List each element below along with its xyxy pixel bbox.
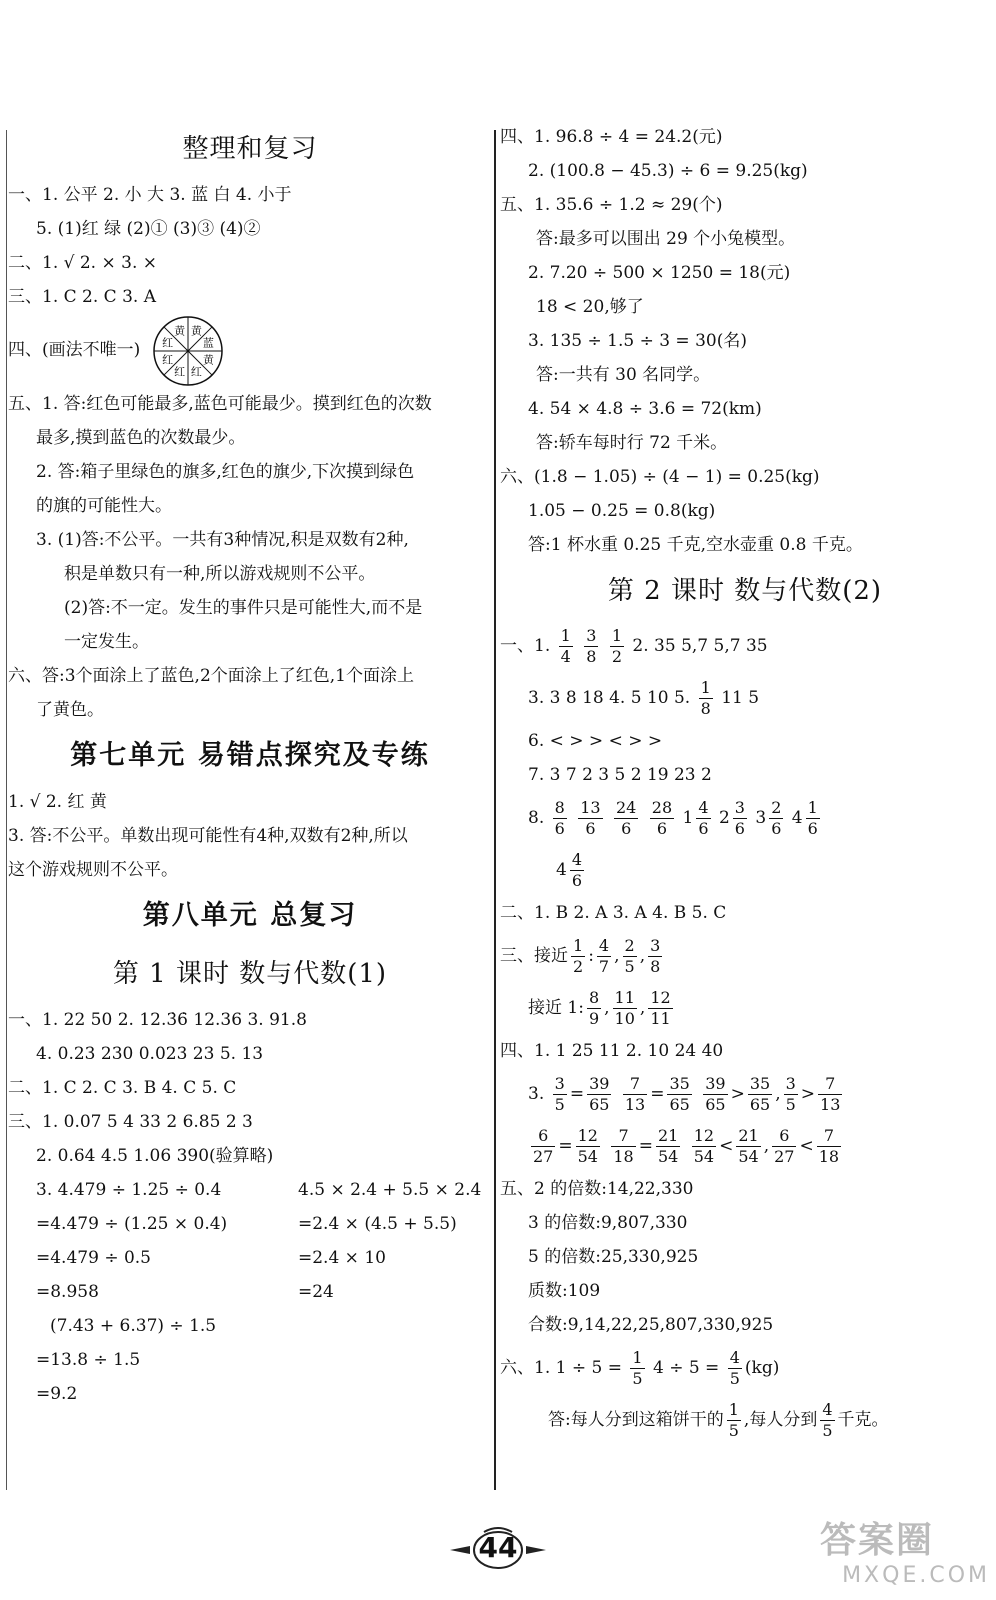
denominator: 65: [749, 1095, 771, 1114]
answer-text: 4 ÷ 5 =: [652, 1358, 720, 1378]
answer-line: 最多,摸到蓝色的次数最少。: [36, 427, 246, 448]
fraction: [728, 1348, 742, 1389]
denominator: 5: [554, 1095, 565, 1114]
answer-line: 五、2 的倍数:14,22,330: [500, 1179, 694, 1199]
section-heading-lesson2: 第 2 课时 数与代数(2): [607, 576, 883, 606]
answer-line: 五、1. 答:红色可能最多,蓝色可能最少。摸到红色的次数: [8, 393, 432, 414]
denominator: 5: [785, 1095, 796, 1114]
numerator: 1: [807, 798, 818, 817]
mixed-whole: 4: [791, 808, 803, 828]
numerator: 39: [705, 1074, 726, 1093]
calc-line: =4.479 ÷ (1.25 × 0.4): [36, 1213, 228, 1234]
numerator: 4: [822, 1400, 833, 1419]
answer-line: 答:最多可以围出 29 个小兔模型。: [536, 229, 796, 249]
wheel-sector-label: 红: [161, 352, 173, 366]
calc-line: =4.479 ÷ 0.5: [36, 1247, 151, 1268]
fraction: [531, 1126, 555, 1167]
denominator: 65: [705, 1095, 726, 1114]
denominator: 54: [693, 1147, 715, 1166]
answer-line: 1.05 − 0.25 = 0.8(kg): [528, 501, 716, 521]
fraction: [650, 798, 674, 839]
denominator: 5: [729, 1369, 740, 1388]
answer-line: 一、1. 公平 2. 小 大 3. 蓝 白 4. 小于: [8, 185, 292, 205]
denominator: 18: [613, 1147, 634, 1166]
denominator: 5: [822, 1421, 833, 1440]
answer-line: 3 的倍数:9,807,330: [528, 1213, 688, 1233]
fraction: [584, 626, 598, 667]
wheel-sector-label: 黄: [202, 352, 214, 366]
answer-line-wheel: [8, 314, 492, 387]
answer-line: 六、(1.8 − 1.05) ÷ (4 − 1) = 0.25(kg): [500, 467, 820, 487]
fraction: [817, 1126, 841, 1167]
denominator: 13: [820, 1095, 841, 1114]
answer-text: 三、接近: [500, 946, 568, 966]
denominator: 7: [598, 957, 610, 976]
numerator: 13: [580, 798, 601, 817]
fraction: [696, 798, 710, 839]
fraction: [692, 1126, 716, 1167]
calc-line: (7.43 + 6.37) ÷ 1.5: [50, 1315, 217, 1336]
answer-text: 接近 1:: [528, 998, 584, 1018]
right-column: [500, 120, 990, 1446]
numerator: 35: [669, 1074, 690, 1093]
numerator: 12: [650, 988, 671, 1007]
answer-line: 5. (1)红 绿 (2)① (3)③ (4)②: [36, 219, 261, 239]
answer-line: 答:轿车每时行 72 千米。: [536, 433, 728, 453]
answer-line: 2. (100.8 − 45.3) ÷ 6 = 9.25(kg): [528, 161, 808, 181]
answer-line: 3. (1)答:不公平。一共有3种情况,积是双数有2种,: [36, 529, 409, 550]
fraction: [667, 1074, 691, 1115]
denominator: 5: [728, 1421, 739, 1440]
answer-line: 2. 0.64 4.5 1.06 390(验算略): [36, 1145, 274, 1166]
numerator: 3: [734, 798, 745, 817]
denominator: 9: [588, 1009, 600, 1028]
calc-line: 4.5 × 2.4 + 5.5 × 2.4: [298, 1179, 482, 1200]
answer-line: 这个游戏规则不公平。: [8, 859, 178, 880]
left-column: [8, 120, 492, 1411]
denominator: 54: [577, 1147, 598, 1166]
numerator: 6: [772, 1126, 796, 1147]
answer-line: 了黄色。: [36, 699, 104, 720]
answer-text: 8.: [528, 808, 545, 828]
denominator: 4: [560, 647, 571, 666]
calc-line: =24: [298, 1281, 334, 1302]
denominator: 6: [585, 819, 596, 838]
calc-line: =8.958: [36, 1281, 99, 1302]
answer-text: 一、1.: [500, 636, 551, 656]
fraction: [703, 1074, 727, 1115]
answer-line: 一定发生。: [64, 631, 149, 652]
fraction: [699, 678, 713, 719]
mixed-whole: 3: [755, 808, 767, 828]
denominator: 54: [657, 1147, 679, 1166]
numerator: 3: [650, 936, 661, 955]
answer-line: 3. 135 ÷ 1.5 ÷ 3 = 30(名): [528, 331, 747, 351]
fraction: [553, 798, 567, 839]
fraction: [727, 1400, 741, 1441]
answer-line: 18 < 20,够了: [536, 297, 644, 317]
numerator: 24: [616, 798, 637, 817]
color-wheel-diagram: [152, 315, 224, 387]
numerator: 1: [700, 678, 711, 697]
numerator: 21: [738, 1126, 759, 1145]
denominator: 6: [698, 819, 709, 838]
answer-line-fractions: 接近 1: $\frac{8}{9}$ , $\frac{11}{10}$ , $\frac{12}{11}$: [528, 988, 671, 1028]
fraction: [772, 1126, 796, 1167]
denominator: 54: [738, 1147, 759, 1166]
wheel-sector-label: 红: [190, 364, 202, 378]
answer-line: 二、1. B 2. A 3. A 4. B 5. C: [500, 903, 727, 923]
watermark-url: MXQE.COM: [842, 1563, 990, 1588]
answer-line-fractions: 三、接近 $\frac{1}{2}$ : $\frac{4}{7}$ , $\frac{2}{5}$ , $\frac{3}{8}$: [500, 936, 661, 976]
numerator: 3: [586, 626, 597, 645]
answer-line: 积是单数只有一种,所以游戏规则不公平。: [64, 563, 376, 584]
numerator: 4: [729, 1348, 740, 1367]
wheel-sector-label: 黄: [173, 324, 185, 338]
answer-line: 6. < > > < > >: [528, 731, 663, 751]
calc-line: =13.8 ÷ 1.5: [36, 1349, 141, 1370]
numerator: 28: [651, 798, 673, 817]
answer-line: 六、答:3个面涂上了蓝色,2个面涂上了红色,1个面涂上: [8, 665, 414, 686]
answer-text: 3.: [528, 1084, 545, 1104]
numerator: 11: [614, 988, 635, 1007]
answer-line: 答:一共有 30 名同学。: [536, 365, 711, 385]
answer-text: 3. 3 8 18 4. 5 10 5.: [528, 688, 691, 708]
answer-line: 二、1. √ 2. × 3. ×: [8, 253, 157, 273]
fraction: [784, 1074, 798, 1115]
denominator: 2: [573, 957, 584, 976]
fraction: [648, 936, 662, 977]
numerator: 1: [573, 936, 584, 955]
page-number: 44: [478, 1531, 518, 1564]
fraction: [806, 798, 820, 839]
page-number-badge: [448, 1524, 548, 1572]
answer-line-fractions: [500, 1394, 990, 1446]
wheel-sector-label: 红: [161, 336, 173, 350]
watermark-title: 答案圈: [820, 1520, 935, 1561]
answer-text: 四、(画法不唯一): [8, 340, 141, 360]
denominator: 5: [624, 957, 635, 976]
calculation-block: [8, 1173, 492, 1411]
answer-line: 的旗的可能性大。: [36, 495, 172, 516]
denominator: 6: [771, 819, 782, 838]
numerator: 3: [785, 1074, 796, 1093]
answer-line: 1. √ 2. 红 黄: [8, 791, 107, 812]
fraction: [736, 1126, 760, 1167]
answer-text: 六、1. 1 ÷ 5 =: [500, 1358, 622, 1378]
denominator: 6: [554, 819, 565, 838]
numerator: 7: [818, 1074, 842, 1095]
denominator: 8: [586, 647, 597, 666]
fraction: [576, 1126, 600, 1167]
denominator: 6: [621, 819, 632, 838]
section-heading-unit7: 第七单元 易错点探究及专练: [70, 739, 430, 771]
answer-text: 千克。: [837, 1410, 889, 1430]
answer-line: 4. 0.23 230 0.023 23 5. 13: [36, 1043, 264, 1064]
answer-line-fractions: 3. $\frac{3}{5}$ = $\frac{39}{65}$ $\frac{7}{13}$ = $\frac{35}{65}$ $\frac{39}{65}$ > $\frac{35}{65}$ , $\frac{3}{5}$ > $\frac{7}{13}$: [528, 1074, 841, 1114]
section-heading-lesson1: 第 1 课时 数与代数(1): [112, 958, 388, 989]
denominator: 11: [650, 1009, 671, 1028]
denominator: 8: [700, 699, 711, 718]
fraction: [614, 798, 638, 839]
wheel-sector-label: 红: [173, 364, 185, 378]
wheel-sector-label: 黄: [190, 324, 202, 338]
answer-line-fractions: [500, 844, 990, 896]
numerator: 2: [771, 798, 782, 817]
calc-line: 3. 4.479 ÷ 1.25 ÷ 0.4: [36, 1179, 222, 1200]
answer-line: 5 的倍数:25,330,925: [528, 1247, 699, 1267]
answer-line: 质数:109: [528, 1281, 601, 1301]
answer-line-fractions: $\frac{6}{27}$ = $\frac{12}{54}$ $\frac{7}{18}$ = $\frac{21}{54}$ $\frac{12}{54}$ < $\frac{21}{54}$ , $\frac{6}{27}$ < $\frac{7}{18}$: [533, 1126, 840, 1166]
mixed-whole: 4: [556, 860, 567, 880]
fraction: [630, 1348, 644, 1389]
answer-line: 五、1. 35.6 ÷ 1.2 ≈ 29(个): [500, 195, 723, 215]
watermark: [820, 1512, 990, 1592]
numerator: 7: [817, 1126, 841, 1147]
wheel-sector-label: 蓝: [202, 336, 214, 350]
answer-text: 答:每人分到这箱饼干的: [548, 1410, 724, 1430]
denominator: 6: [734, 819, 745, 838]
answer-line-fractions: [500, 672, 990, 724]
denominator: 27: [774, 1147, 795, 1166]
answer-line: 合数:9,14,22,25,807,330,925: [528, 1315, 774, 1335]
numerator: 7: [611, 1126, 635, 1147]
numerator: 35: [749, 1074, 771, 1093]
answer-text: ,每人分到: [743, 1410, 818, 1430]
fraction: [610, 626, 624, 667]
numerator: 2: [624, 936, 635, 955]
fraction: [553, 1074, 567, 1115]
fraction: [571, 936, 585, 977]
numerator: 12: [693, 1126, 715, 1145]
answer-text: (kg): [744, 1358, 780, 1378]
denominator: 27: [533, 1147, 554, 1166]
column-divider: [494, 130, 496, 1490]
answer-line: 7. 3 7 2 3 5 2 19 23 2: [528, 765, 712, 785]
fraction: [578, 798, 602, 839]
denominator: 6: [571, 871, 583, 890]
fraction: [648, 988, 672, 1029]
fraction: [587, 1074, 611, 1115]
answer-line: 三、1. 0.07 5 4 33 2 6.85 2 3: [8, 1111, 253, 1132]
answer-line: 二、1. C 2. C 3. B 4. C 5. C: [8, 1077, 237, 1098]
denominator: 13: [624, 1095, 646, 1114]
fraction: [559, 626, 573, 667]
denominator: 5: [632, 1369, 643, 1388]
fraction: [656, 1126, 680, 1167]
calc-line: =9.2: [36, 1383, 78, 1404]
denominator: 18: [818, 1147, 840, 1166]
fraction: [613, 988, 637, 1029]
left-border-line: [6, 130, 7, 1490]
answer-line: 4. 54 × 4.8 ÷ 3.6 = 72(km): [528, 399, 762, 419]
mixed-whole: 2: [718, 808, 730, 828]
answer-line: 四、1. 1 25 11 2. 10 24 40: [500, 1041, 724, 1061]
fraction: [597, 936, 611, 977]
answer-line: 三、1. C 2. C 3. A: [8, 287, 156, 307]
answer-line: 2. 答:箱子里绿色的旗多,红色的旗少,下次摸到绿色: [36, 461, 415, 482]
numerator: 1: [611, 626, 623, 645]
fraction: [570, 850, 584, 891]
answer-line-fractions: [500, 1342, 990, 1394]
calc-column-a: [36, 1173, 286, 1411]
fraction: [769, 798, 783, 839]
answer-line: 答:1 杯水重 0.25 千克,空水壶重 0.8 千克。: [528, 535, 863, 555]
numerator: 3: [554, 1074, 565, 1093]
numerator: 4: [698, 798, 709, 817]
numerator: 1: [728, 1400, 739, 1419]
numerator: 8: [554, 798, 565, 817]
section-heading-review: 整理和复习: [182, 134, 318, 164]
fraction: [611, 1126, 635, 1167]
section-heading-unit8: 第八单元 总复习: [142, 899, 358, 931]
fraction: [820, 1400, 834, 1441]
numerator: 1: [632, 1348, 643, 1367]
answer-line-fractions: [500, 792, 990, 844]
numerator: 7: [623, 1074, 647, 1095]
denominator: 65: [589, 1095, 610, 1114]
numerator: 8: [588, 988, 600, 1007]
numerator: 21: [657, 1126, 679, 1145]
fraction: [818, 1074, 842, 1115]
numerator: 4: [571, 850, 583, 869]
numerator: 39: [589, 1074, 610, 1093]
numerator: 12: [577, 1126, 598, 1145]
answer-text: 11 5: [721, 688, 760, 708]
mixed-whole: 1: [682, 808, 694, 828]
denominator: 6: [807, 819, 818, 838]
answer-line: 2. 7.20 ÷ 500 × 1250 = 18(元): [528, 263, 791, 283]
fraction: [623, 936, 637, 977]
fraction: [748, 1074, 772, 1115]
denominator: 8: [650, 957, 661, 976]
answer-text: 2. 35 5,7 5,7 35: [632, 636, 768, 656]
denominator: 10: [614, 1009, 635, 1028]
calc-column-b: [298, 1173, 488, 1309]
fraction: [733, 798, 747, 839]
numerator: 1: [560, 626, 571, 645]
numerator: 4: [598, 936, 610, 955]
answer-line: (2)答:不一定。发生的事件只是可能性大,而不是: [64, 597, 423, 618]
numerator: 6: [531, 1126, 555, 1147]
denominator: 6: [656, 819, 668, 838]
denominator: 2: [611, 647, 623, 666]
answer-line: 一、1. 22 50 2. 12.3̇6̇ 12.36 3. 91.8: [8, 1009, 307, 1030]
answer-line: 四、1. 96.8 ÷ 4 = 24.2(元): [500, 127, 723, 147]
fraction: [623, 1074, 647, 1115]
answer-line: 3. 答:不公平。单数出现可能性有4种,双数有2种,所以: [8, 825, 408, 846]
calc-line: =2.4 × 10: [298, 1247, 386, 1268]
calc-line: =2.4 × (4.5 + 5.5): [298, 1213, 457, 1234]
fraction: [587, 988, 601, 1029]
answer-line-fractions: [500, 620, 990, 672]
denominator: 65: [669, 1095, 690, 1114]
